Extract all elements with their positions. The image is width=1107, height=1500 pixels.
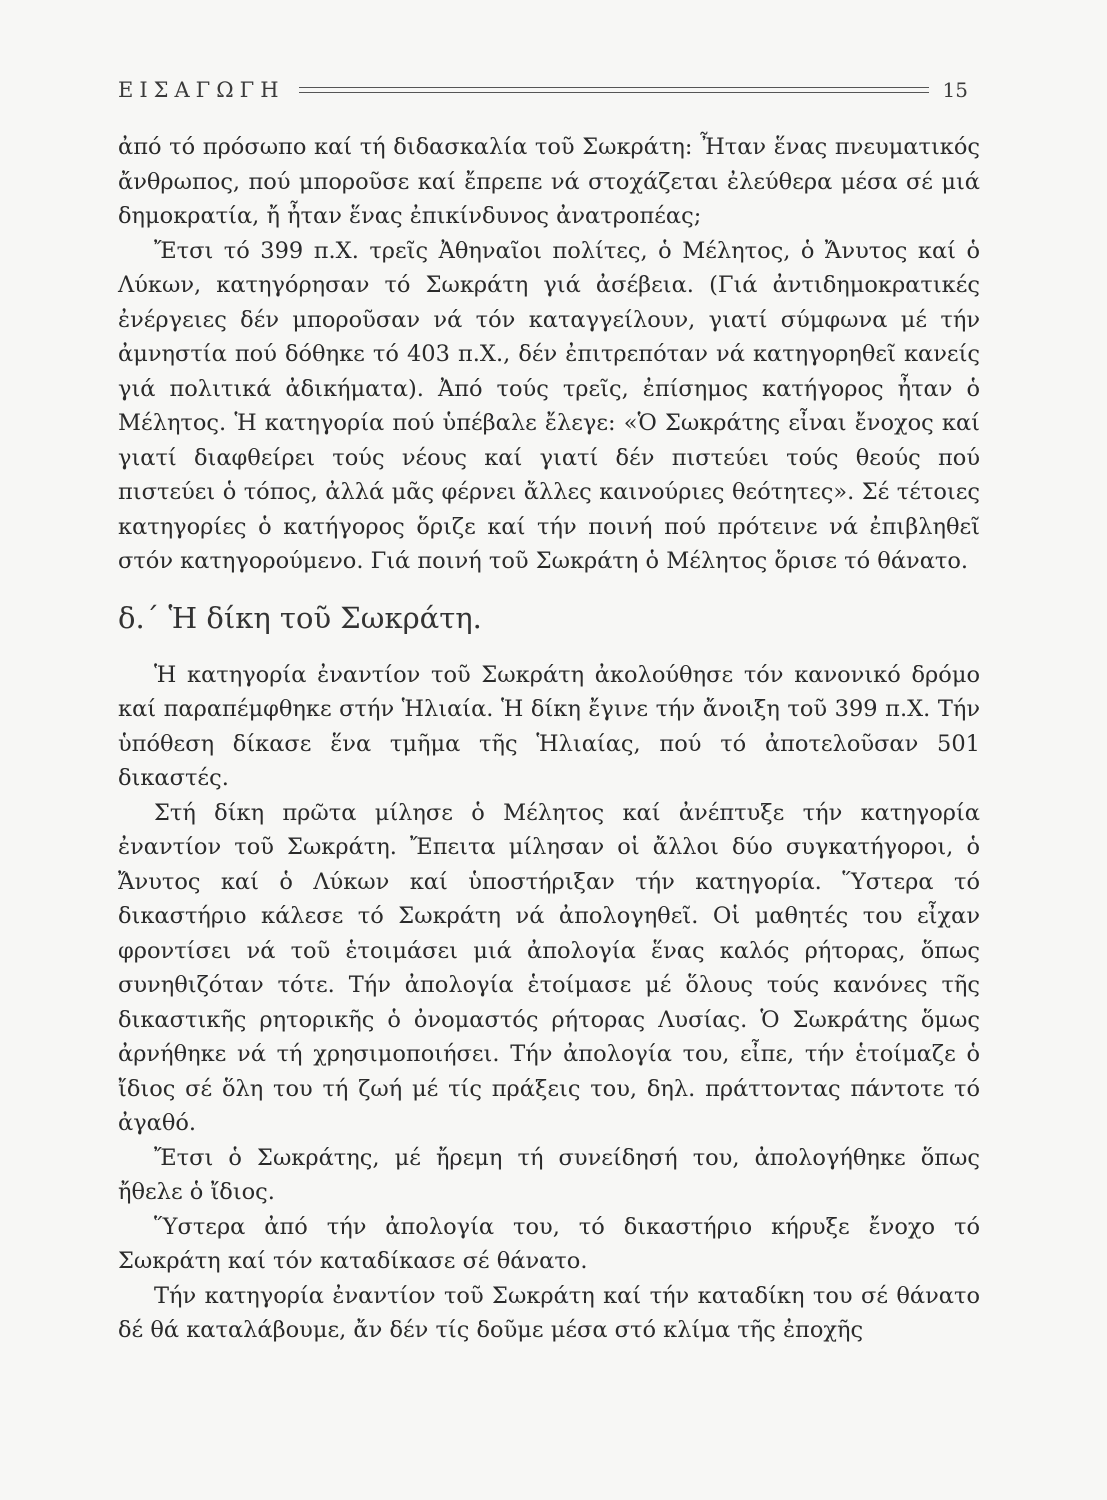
paragraph: Στή δίκη πρῶτα μίλησε ὁ Μέλητος καί ἀνέπτυξε τήν κατηγορία ἐναντίον τοῦ Σωκράτη. Ἔπειτα μίλησαν οἱ ἄλλοι δύο συγκατήγοροι, ὁ Ἄνυτος καί ὁ Λύκων καί ὑποστήριξαν τήν κατηγορία. Ὕστερα τό δικαστήριο κάλεσε τό Σωκράτη νά ἀπολογηθεῖ. Οἱ μαθητές του εἶχαν φροντίσει νά τοῦ ἑτοιμάσει μιά ἀπολογία ἕνας καλός ρήτορας, ὅπως συνηθιζόταν τότε. Τήν ἀπολογία ἑτοίμασε μέ ὅλους τούς κανόνες τῆς δικαστικῆς ρητορικῆς ὁ ὀνομαστός ρήτορας Λυσίας. Ὁ Σωκράτης ὅμως ἀρνήθηκε νά τή χρησιμοποιήσει. Τήν ἀπολογία του, εἶπε, τήν ἑτοίμαζε ὁ ἴδιος σέ ὅλη του τή ζωή μέ τίς πράξεις του, δηλ. πράττοντας πάντοτε τό ἀγαθό.	[118, 799, 980, 1136]
paragraph: Ἔτσι τό 399 π.Χ. τρεῖς Ἀθηναῖοι πολίτες, ὁ Μέλητος, ὁ Ἄνυτος καί ὁ Λύκων, κατηγόρησαν τό Σωκράτη γιά ἀσέβεια. (Γιά ἀντιδημοκρατικές ἐνέργειες δέν μποροῦσαν νά τόν καταγγείλουν, γιατί σύμφωνα μέ τήν ἀμνηστία πού δόθηκε τό 403 π.Χ., δέν ἐπιτρεπόταν νά κατηγορηθεῖ κανείς γιά πολιτικά ἀδικήματα). Ἀπό τούς τρεῖς, ἐπίσημος κατήγορος ἦταν ὁ Μέλητος. Ἡ κατηγορία πού ὑπέβαλε ἔλεγε: «Ὁ Σωκράτης εἶναι ἔνοχος καί γιατί διαφθείρει τούς νέους καί γιατί δέν πιστεύει τούς θεούς πού πιστεύει ὁ τόπος, ἀλλά μᾶς φέρνει ἄλλες καινούριες θεότητες». Σέ τέτοιες κατηγορίες ὁ κατήγορος ὅριζε καί τήν ποινή πού πρότεινε νά ἐπιβληθεῖ στόν κατηγορούμενο. Γιά ποινή τοῦ Σωκράτη ὁ Μέλητος ὅρισε τό θάνατο.	[118, 237, 980, 574]
header-rule	[299, 87, 929, 93]
body-text	[118, 130, 980, 1348]
paragraph: Ἔτσι ὁ Σωκράτης, μέ ἤρεμη τή συνείδησή του, ἀπολογήθηκε ὅπως ἤθελε ὁ ἴδιος.	[118, 1144, 980, 1205]
page-number: 15	[942, 78, 968, 102]
paragraph: ἀπό τό πρόσωπο καί τή διδασκαλία τοῦ Σωκράτη: Ἦταν ἕνας πνευματικός ἄνθρωπος, πού μποροῦσε καί ἔπρεπε νά στοχάζεται ἐλεύθερα μέσα σέ μιά δημοκρατία, ἤ ἦταν ἕνας ἐπικίνδυνος ἀνατροπέας;	[118, 134, 980, 229]
paragraph: Τήν κατηγορία ἐναντίον τοῦ Σωκράτη καί τήν καταδίκη του σέ θάνατο δέ θά καταλάβουμε, ἄν δέν τίς δοῦμε μέσα στό κλίμα τῆς ἐποχῆς	[118, 1282, 980, 1343]
section-heading: δ.΄ Ἡ δίκη τοῦ Σωκράτη.	[118, 600, 482, 635]
header-title: ΕΙΣΑΓΩΓΗ	[118, 78, 285, 102]
running-header	[118, 70, 968, 110]
paragraph: Ὕστερα ἀπό τήν ἀπολογία του, τό δικαστήριο κήρυξε ἔνοχο τό Σωκράτη καί τόν καταδίκασε σέ θάνατο.	[118, 1213, 980, 1274]
paragraph: Ἡ κατηγορία ἐναντίον τοῦ Σωκράτη ἀκολούθησε τόν κανονικό δρόμο καί παραπέμφθηκε στήν Ἡλιαία. Ἡ δίκη ἔγινε τήν ἄνοιξη τοῦ 399 π.Χ. Τήν ὑπόθεση δίκασε ἕνα τμῆμα τῆς Ἡλιαίας, πού τό ἀποτελοῦσαν 501 δικαστές.	[118, 661, 980, 791]
